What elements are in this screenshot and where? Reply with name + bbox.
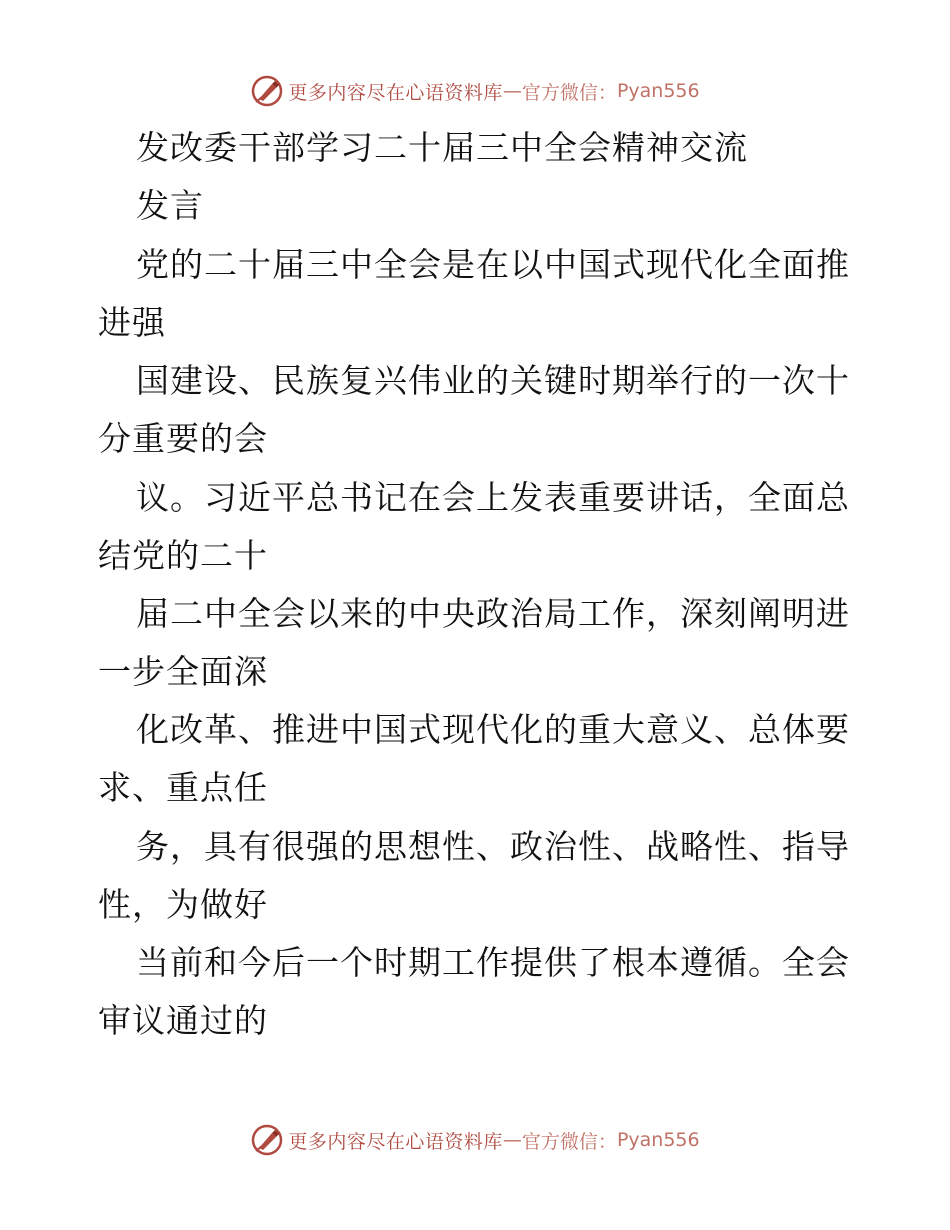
paragraph-line: 性，为做好 (98, 885, 268, 924)
wechat-id: Pyan556 (616, 1129, 700, 1151)
paragraph-line: 议。习近平总书记在会上发表重要讲话，全面总 (136, 478, 850, 517)
promo-text: 更多内容尽在心语资料库 (288, 81, 503, 104)
wechat-label: 官方微信： (521, 81, 617, 104)
promo-text: 更多内容尽在心语资料库 (288, 1130, 503, 1153)
header-banner (0, 71, 950, 111)
paragraph-line: 审议通过的 (98, 1001, 268, 1040)
paragraph-line: 当前和今后一个时期工作提供了根本遵循。全会 (136, 943, 850, 982)
wechat-id: Pyan556 (616, 80, 700, 102)
wechat-label: 官方微信： (521, 1130, 617, 1153)
paragraph-line: 一步全面深 (98, 652, 268, 691)
document-title-line2: 发言 (136, 186, 204, 225)
pen-logo-icon (250, 74, 284, 108)
paragraph-line: 党的二十届三中全会是在以中国式现代化全面推 (136, 245, 850, 284)
paragraph-line: 化改革、推进中国式现代化的重大意义、总体要 (136, 710, 850, 749)
paragraph-line: 分重要的会 (98, 419, 268, 458)
paragraph-line: 结党的二十 (98, 536, 268, 575)
document-title-line1: 发改委干部学习二十届三中全会精神交流 (136, 128, 748, 167)
dash-separator: — (502, 1129, 522, 1151)
paragraph-line: 求、重点任 (98, 768, 268, 807)
dash-separator: — (502, 80, 522, 102)
paragraph-line: 国建设、民族复兴伟业的关键时期举行的一次十 (136, 361, 850, 400)
pen-logo-icon (250, 1123, 284, 1157)
paragraph-line: 进强 (98, 303, 166, 342)
paragraph-line: 务，具有很强的思想性、政治性、战略性、指导 (136, 827, 850, 866)
paragraph-line: 届二中全会以来的中央政治局工作，深刻阐明进 (136, 594, 850, 633)
footer-banner (0, 1120, 950, 1160)
